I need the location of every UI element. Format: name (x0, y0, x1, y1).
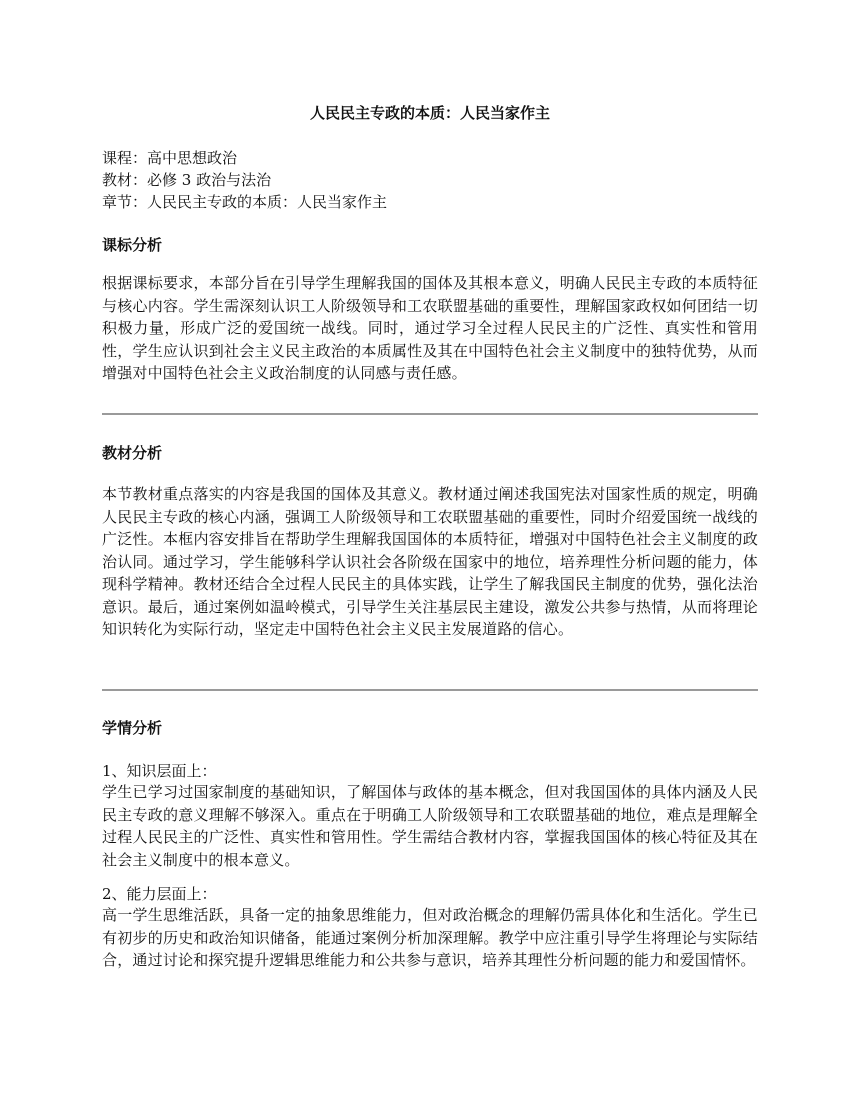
ability-level-label: 2、能力层面上： (102, 885, 217, 903)
textbook-line: 教材：必修 3 政治与法治 (102, 171, 272, 189)
curriculum-heading: 课标分析 (102, 236, 163, 254)
textbook-heading: 教材分析 (102, 444, 163, 462)
document-title: 人民民主专政的本质：人民当家作主 (309, 104, 550, 122)
learners-heading: 学情分析 (102, 719, 163, 737)
chapter-line: 章节：人民民主专政的本质：人民当家作主 (102, 193, 388, 211)
section-divider (102, 413, 758, 415)
knowledge-level-paragraph: 学生已学习过国家制度的基础知识，了解国体与政体的基本概念，但对我国国体的具体内涵及人民民主专政的意义理解不够深入。重点在于明确工人阶级领导和工农联盟基础的地位，难点是理解全过程人民民主的广泛性、真实性和管用性。学生需结合教材内容，掌握我国国体的核心特征及其在社会主义制度中的根本意义。 (102, 783, 758, 869)
knowledge-level-label: 1、知识层面上： (102, 762, 217, 780)
course-meta (102, 147, 387, 213)
textbook-paragraph: 本节教材重点落实的内容是我国的国体及其意义。教材通过阐述我国宪法对国家性质的规定，明确人民民主专政的核心内涵，强调工人阶级领导和工农联盟基础的重要性，同时介绍爱国统一战线的广泛性。本框内容安排旨在帮助学生理解我国国体的本质特征，增强对中国特色社会主义制度的政治认同。通过学习，学生能够科学认识社会各阶级在国家中的地位，培养理性分析问题的能力，体现科学精神。教材还结合全过程人民民主的具体实践，让学生了解我国民主制度的优势，强化法治意识。最后，通过案例如温岭模式，引导学生关注基层民主建设，激发公共参与热情，从而将理论知识转化为实际行动，坚定走中国特色社会主义民主发展道路的信心。 (102, 485, 758, 638)
curriculum-paragraph: 根据课标要求，本部分旨在引导学生理解我国的国体及其根本意义，明确人民民主专政的本质特征与核心内容。学生需深刻认识工人阶级领导和工农联盟基础的重要性，理解国家政权如何团结一切积极力量，形成广泛的爱国统一战线。同时，通过学习全过程人民民主的广泛性、真实性和管用性，学生应认识到社会主义民主政治的本质属性及其在中国特色社会主义制度中的独特优势，从而增强对中国特色社会主义政治制度的认同感与责任感。 (102, 274, 758, 382)
section-divider (102, 689, 758, 691)
course-line: 课程：高中思想政治 (102, 149, 238, 167)
ability-level-paragraph: 高一学生思维活跃，具备一定的抽象思维能力，但对政治概念的理解仍需具体化和生活化。学生已有初步的历史和政治知识储备，能通过案例分析加深理解。教学中应注重引导学生将理论与实际结合，通过讨论和探究提升逻辑思维能力和公共参与意识，培养其理性分析问题的能力和爱国情怀。 (102, 906, 758, 969)
